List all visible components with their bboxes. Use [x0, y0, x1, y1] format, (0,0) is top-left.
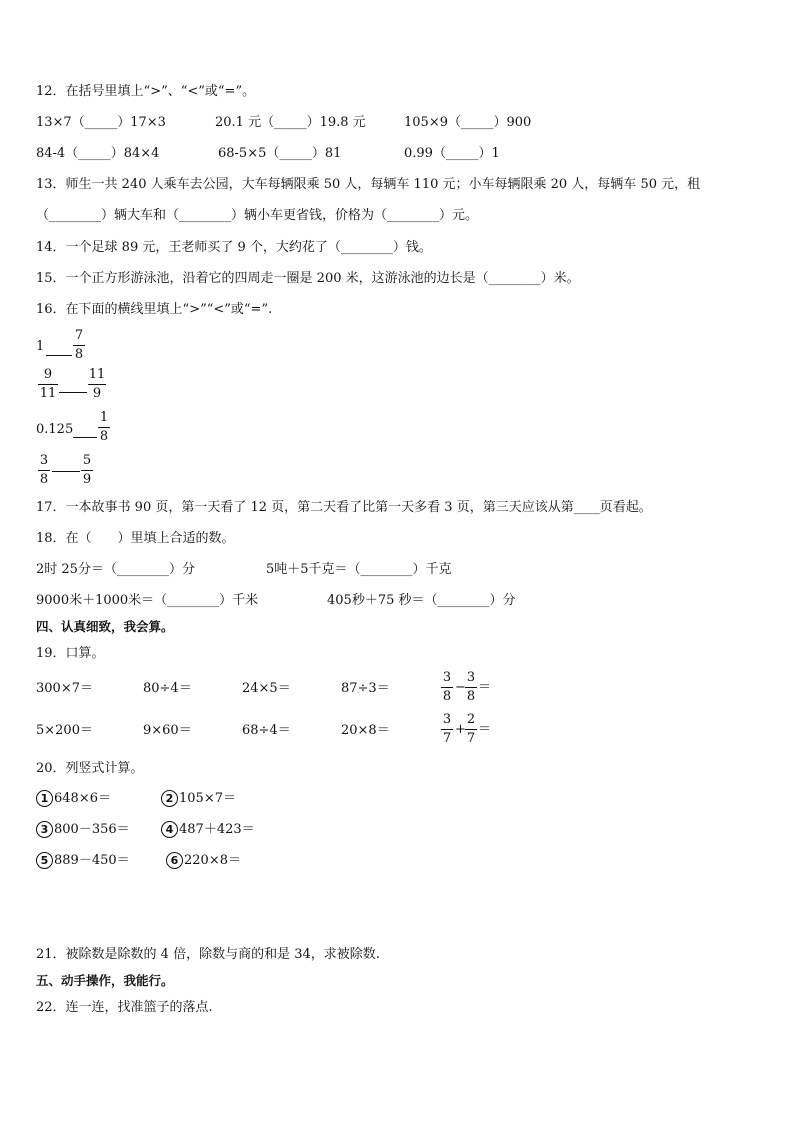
- q12-r1-c3: 105×9（_____）900: [404, 115, 532, 130]
- q13-line2: （________）辆大车和（________）辆小车更省钱，价格为（________）元。: [36, 208, 479, 223]
- q16-c3-fraction: [98, 410, 110, 445]
- q16-c1-den: 8: [74, 347, 84, 362]
- q20-item-2-text: 105×7＝: [179, 791, 236, 806]
- q16-c2-left-fraction: [38, 367, 58, 402]
- q18-c: 9000米＋1000米＝（________）千米: [36, 593, 259, 608]
- q20-item-5: [36, 852, 130, 870]
- section5-heading: 五、动手操作，我能行。: [36, 973, 174, 988]
- q16-c3-blank: [73, 437, 97, 438]
- q15-text: 15．一个正方形游泳池，沿着它的四周走一圈是 200 米，这游泳池的边长是（________）米。: [36, 271, 580, 286]
- q20-title: 20．列竖式计算。: [36, 761, 144, 776]
- q16-c1-num: 7: [74, 328, 84, 343]
- q16-c3-left: 0.125: [36, 422, 74, 437]
- q16-c1-fraction: [73, 328, 85, 363]
- q12-r1-c1: 13×7（_____）17×3: [36, 115, 166, 130]
- q20-item-1: [36, 790, 111, 808]
- q19-f1-op: −: [455, 680, 466, 695]
- q17-text: 17．一本故事书 90 页，第一天看了 12 页，第二天看了比第一天多看 3 页，第三天应该从第____页看起。: [36, 500, 652, 515]
- q19-f1-a: 3: [442, 670, 452, 685]
- q19-title: 19．口算。: [36, 646, 105, 661]
- q20-item-3: [36, 821, 130, 839]
- q16-c1-left: 1: [36, 339, 45, 354]
- q16-title: 16．在下面的横线里填上“>”“<”或“=”.: [36, 302, 273, 317]
- q16-c4-blank: [52, 471, 80, 472]
- q19-f1-c: 3: [466, 670, 476, 685]
- q19-f1-d: 8: [466, 689, 476, 704]
- q16-c4-left-fraction: [38, 453, 50, 488]
- q19-r2-c1: 5×200＝: [36, 723, 93, 738]
- q14-text: 14．一个足球 89 元，王老师买了 9 个，大约花了（________）钱。: [36, 240, 432, 255]
- q20-item-2: [161, 790, 236, 808]
- q19-f2-c: 2: [466, 712, 476, 727]
- q12-r2-c2: 68-5×5（_____）81: [218, 146, 342, 161]
- q19-f2-c-fraction: [465, 712, 477, 747]
- circled-number-1: 1: [36, 790, 53, 807]
- circled-number-3: 3: [36, 821, 53, 838]
- q19-f2-b: 7: [442, 731, 452, 746]
- q19-f2-a-fraction: [441, 712, 453, 747]
- q16-c3-den: 8: [99, 429, 109, 444]
- q19-r1-c1: 300×7＝: [36, 681, 93, 696]
- q19-f2-d: 7: [466, 731, 476, 746]
- q16-c4-rnum: 5: [82, 453, 92, 468]
- q19-r1-c3: 24×5＝: [242, 681, 291, 696]
- section4-heading: 四、认真细致，我会算。: [36, 619, 174, 634]
- q19-f1-c-fraction: [465, 670, 477, 705]
- q20-item-1-text: 648×6＝: [54, 791, 111, 806]
- q20-item-6: [166, 852, 241, 870]
- q12-r1-c2: 20.1 元（_____）19.8 元: [215, 115, 366, 130]
- q18-title: 18．在（ ）里填上合适的数。: [36, 531, 235, 546]
- q18-d: 405秒＋75 秒＝（________）分: [327, 593, 516, 608]
- q18-b: 5吨＋5千克＝（________）千克: [266, 562, 452, 577]
- circled-number-5: 5: [36, 852, 53, 869]
- q19-r2-c4: 20×8＝: [341, 723, 390, 738]
- q19-f2-op: +: [455, 722, 466, 737]
- q19-f1-b: 8: [442, 689, 452, 704]
- q22-text: 22．连一连，找准篮子的落点.: [36, 1000, 213, 1015]
- q12-r2-c3: 0.99（_____）1: [404, 146, 500, 161]
- q16-c2-blank: [59, 392, 87, 393]
- q16-c2-lnum: 9: [43, 367, 53, 382]
- q19-f2-a: 3: [442, 712, 452, 727]
- q16-c4-lden: 8: [39, 472, 49, 487]
- q12-title: 12．在括号里填上“>”、“<”或“=”。: [36, 84, 256, 99]
- q16-c4-right-fraction: [81, 453, 93, 488]
- circled-number-4: 4: [161, 821, 178, 838]
- q19-r2-c2: 9×60＝: [143, 723, 192, 738]
- q19-f2-eq: ＝: [478, 722, 492, 737]
- q21-text: 21．被除数是除数的 4 倍，除数与商的和是 34，求被除数.: [36, 947, 380, 962]
- q20-item-4: [161, 821, 255, 839]
- q20-item-3-text: 800－356＝: [54, 822, 130, 837]
- q16-c2-lden: 11: [39, 386, 57, 401]
- circled-number-6: 6: [166, 852, 183, 869]
- q13-line1: 13．师生一共 240 人乘车去公园，大车每辆限乘 50 人，每辆车 110 元；小车每辆限乘 20 人，每辆车 50 元，租: [36, 177, 701, 192]
- q19-f1-a-fraction: [441, 670, 453, 705]
- q16-c4-lnum: 3: [39, 453, 49, 468]
- q16-c2-rnum: 11: [88, 367, 106, 382]
- q20-item-4-text: 487＋423＝: [179, 822, 255, 837]
- q20-item-5-text: 889－450＝: [54, 853, 130, 868]
- q16-c4-rden: 9: [82, 472, 92, 487]
- q16-c2-right-fraction: [88, 367, 106, 402]
- q18-a: 2时 25分＝（________）分: [36, 562, 195, 577]
- q20-item-6-text: 220×8＝: [184, 853, 241, 868]
- circled-number-2: 2: [161, 790, 178, 807]
- q19-r1-c4: 87÷3＝: [341, 681, 390, 696]
- q16-c2-rden: 9: [92, 386, 102, 401]
- q19-f1-eq: ＝: [478, 680, 492, 695]
- q19-r1-c2: 80÷4＝: [143, 681, 192, 696]
- q19-r2-c3: 68÷4＝: [242, 723, 291, 738]
- q12-r2-c1: 84-4（_____）84×4: [36, 146, 160, 161]
- q16-c3-num: 1: [99, 410, 109, 425]
- q16-c1-blank: [46, 355, 72, 356]
